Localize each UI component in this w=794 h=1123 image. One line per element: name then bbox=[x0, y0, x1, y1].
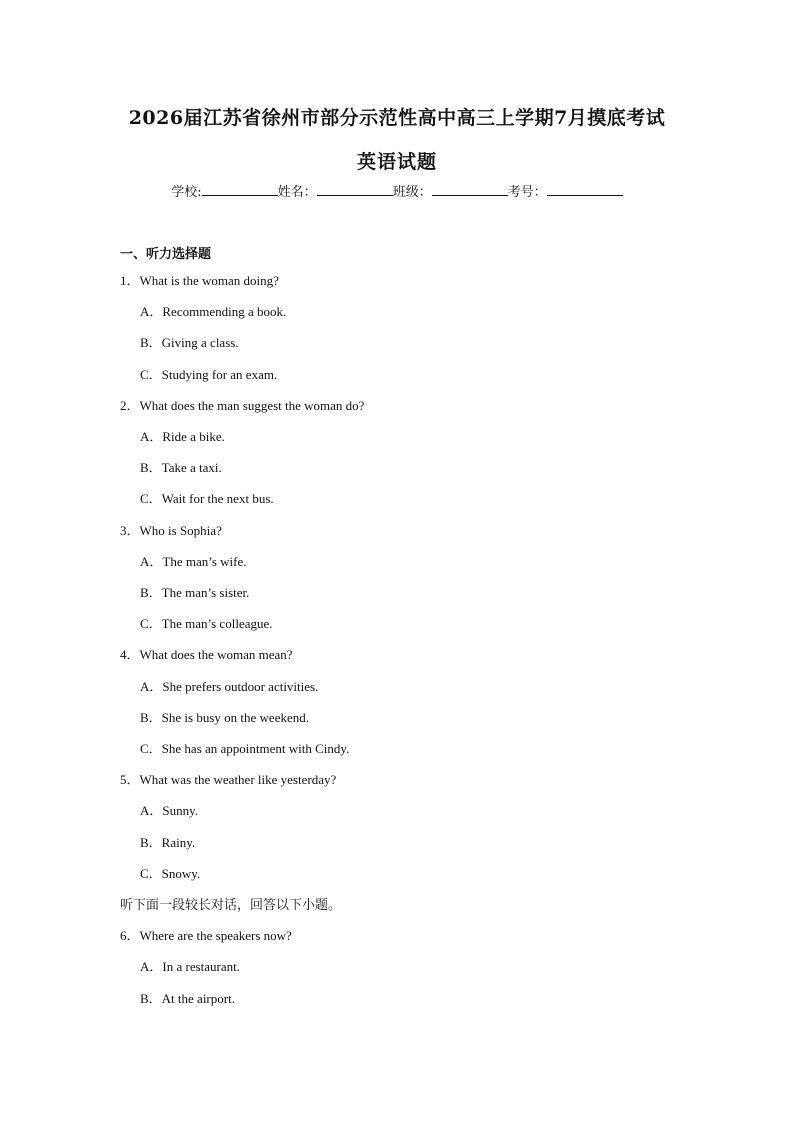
option-label: A． bbox=[140, 304, 163, 319]
option-text: Rainy. bbox=[161, 835, 196, 850]
class-label: 班级： bbox=[392, 185, 432, 200]
question-5 bbox=[120, 769, 336, 788]
class-blank bbox=[432, 182, 508, 196]
option-text: Sunny. bbox=[162, 803, 199, 818]
question-number: 3． bbox=[120, 523, 140, 538]
exam-number-label: 考号： bbox=[507, 185, 547, 200]
option-label: C． bbox=[140, 367, 162, 382]
option-2b bbox=[140, 457, 222, 476]
question-2 bbox=[120, 395, 364, 414]
question-number: 2． bbox=[120, 398, 140, 413]
school-blank bbox=[202, 182, 278, 196]
option-text: At the airport. bbox=[161, 991, 235, 1006]
student-info-row bbox=[0, 181, 794, 200]
option-text: Take a taxi. bbox=[161, 460, 222, 475]
option-label: B． bbox=[140, 835, 162, 850]
option-4a bbox=[140, 676, 318, 695]
option-text: Snowy. bbox=[161, 866, 201, 881]
option-text: Recommending a book. bbox=[162, 304, 287, 319]
option-4c bbox=[140, 738, 349, 757]
option-6b bbox=[140, 988, 235, 1007]
option-label: C． bbox=[140, 491, 162, 506]
question-text: Who is Sophia? bbox=[139, 523, 222, 538]
option-label: B． bbox=[140, 585, 162, 600]
section-title: 一、听力选择题 bbox=[120, 247, 212, 262]
option-label: B． bbox=[140, 335, 162, 350]
class-field bbox=[393, 181, 508, 200]
option-text: In a restaurant. bbox=[162, 959, 240, 974]
question-6 bbox=[120, 925, 292, 944]
option-text: Giving a class. bbox=[161, 335, 239, 350]
question-1 bbox=[120, 270, 279, 289]
option-2a bbox=[140, 426, 225, 445]
question-4 bbox=[120, 644, 293, 663]
option-text: She is busy on the weekend. bbox=[161, 710, 309, 725]
page-subtitle: 英语试题 bbox=[356, 151, 437, 173]
question-number: 4． bbox=[120, 647, 140, 662]
question-number: 5． bbox=[120, 772, 140, 787]
page-title: 2026届江苏省徐州市部分示范性高中高三上学期7月摸底考试 bbox=[128, 107, 666, 129]
option-text: The man’s sister. bbox=[161, 585, 250, 600]
option-label: B． bbox=[140, 991, 162, 1006]
question-text: What does the man suggest the woman do? bbox=[139, 398, 365, 413]
option-5c bbox=[140, 863, 200, 882]
option-3a bbox=[140, 551, 247, 570]
school-field bbox=[171, 181, 277, 200]
option-label: C． bbox=[140, 741, 162, 756]
listening-instruction: 听下面一段较长对话，回答以下小题。 bbox=[120, 898, 342, 913]
option-text: The man’s colleague. bbox=[161, 616, 273, 631]
option-text: She prefers outdoor activities. bbox=[162, 679, 319, 694]
name-blank bbox=[317, 182, 393, 196]
question-number: 6． bbox=[120, 928, 140, 943]
option-1a bbox=[140, 301, 286, 320]
option-label: A． bbox=[140, 803, 163, 818]
option-3c bbox=[140, 613, 273, 632]
option-2c bbox=[140, 488, 274, 507]
option-label: B． bbox=[140, 710, 162, 725]
question-3 bbox=[120, 520, 222, 539]
exam-number-field bbox=[508, 181, 623, 200]
option-text: Ride a bike. bbox=[162, 429, 225, 444]
option-label: A． bbox=[140, 679, 163, 694]
question-text: What is the woman doing? bbox=[139, 273, 279, 288]
option-label: C． bbox=[140, 866, 162, 881]
question-text: Where are the speakers now? bbox=[139, 928, 292, 943]
option-text: The man’s wife. bbox=[162, 554, 247, 569]
option-text: Wait for the next bus. bbox=[161, 491, 274, 506]
exam-number-blank bbox=[547, 182, 623, 196]
option-5b bbox=[140, 832, 195, 851]
option-label: A． bbox=[140, 554, 163, 569]
question-number: 1． bbox=[120, 273, 140, 288]
option-label: B． bbox=[140, 460, 162, 475]
option-4b bbox=[140, 707, 309, 726]
option-1b bbox=[140, 332, 239, 351]
option-text: She has an appointment with Cindy. bbox=[161, 741, 350, 756]
school-label: 学校: bbox=[171, 185, 202, 200]
question-text: What was the weather like yesterday? bbox=[139, 772, 337, 787]
option-6a bbox=[140, 956, 240, 975]
option-label: C． bbox=[140, 616, 162, 631]
question-text: What does the woman mean? bbox=[139, 647, 293, 662]
option-text: Studying for an exam. bbox=[161, 367, 278, 382]
option-5a bbox=[140, 800, 198, 819]
name-field bbox=[278, 181, 393, 200]
option-label: A． bbox=[140, 429, 163, 444]
option-1c bbox=[140, 364, 277, 383]
option-3b bbox=[140, 582, 249, 601]
name-label: 姓名： bbox=[277, 185, 317, 200]
option-label: A． bbox=[140, 959, 163, 974]
